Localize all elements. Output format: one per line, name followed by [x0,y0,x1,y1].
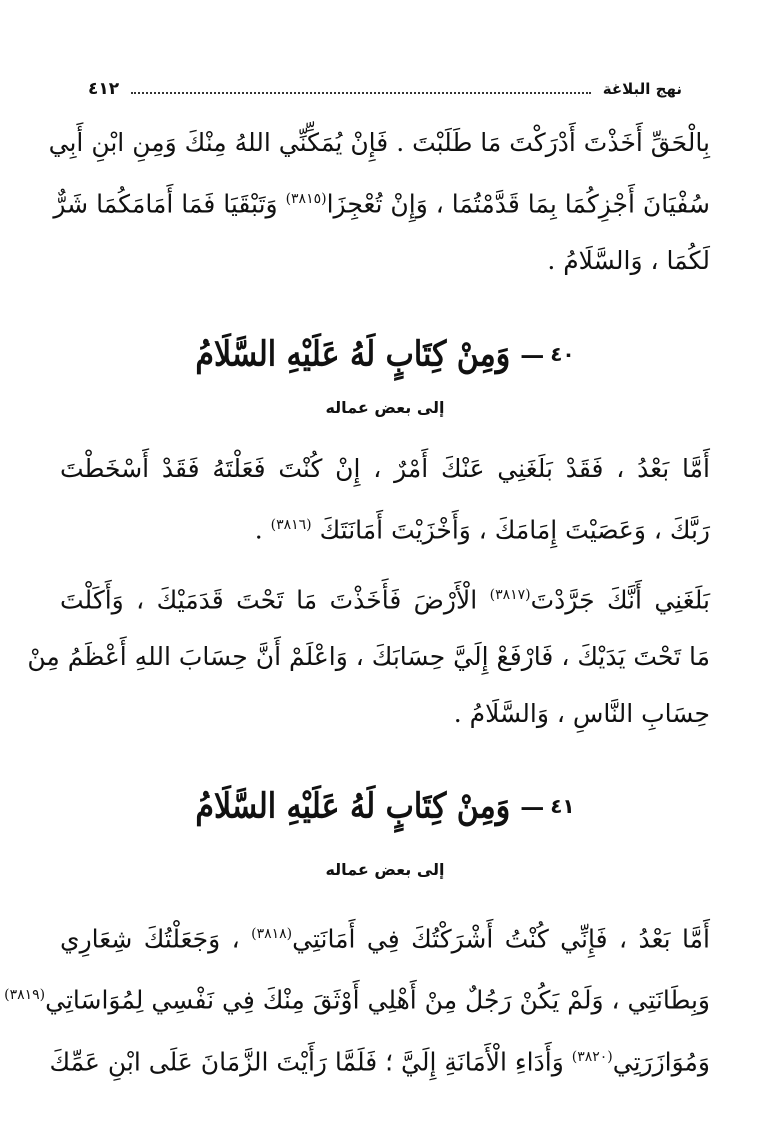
letter-41-heading [0,776,770,836]
footnote-marker: (٣٨١٧) [489,587,531,603]
letter-number: ٤١ [550,794,575,818]
text-line: حِسَابِ النَّاسِ ، وَالسَّلَامُ . [453,699,710,729]
letter-title-calligraphy: وَمِنْ كِتَابٍ لَهُ عَلَيْهِ السَّلَامُ [195,333,511,375]
text-line: بَلَغَنِي أَنَّكَ جَرَّدْتَ$^{(٣٨١٧)}$ الْأَرْضَ فَأَخَذْتَ مَا تَحْتَ قَدَمَيْكَ ، وَأَكَلْتَ [60,585,711,615]
text-line: رَبَّكَ ، وَعَصَيْتَ إِمَامَكَ ، وَأَخْزَيْتَ أَمَانَتَكَ $^{(٣٨١٦)}$ . [254,515,710,545]
letter-41-subtitle: إلى بعض عماله [325,860,445,879]
letter-40-heading [0,324,770,384]
text-line: أَمَّا بَعْدُ ، فَقَدْ بَلَغَنِي عَنْكَ أَمْرٌ ، إِنْ كُنْتَ فَعَلْتَهُ فَقَدْ أَسْخَطْتَ [60,454,710,483]
text-line: وَبِطَانَتِي ، وَلَمْ يَكُنْ رَجُلٌ مِنْ أَهْلِي أَوْثَقَ مِنْكَ فِي نَفْسِي لِمُوَاسَاتِي$^{(٣٨١٩)}$ [4,985,710,1015]
heading-dash: — [520,339,545,369]
footnote-marker: (٣٨٢٠) [571,1048,613,1065]
intro-paragraph [48,114,710,289]
footnote-marker: (٣٨١٥) [285,191,327,207]
text-line: وَمُوَازَرَتِي$^{(٣٨٢٠)}$ وَأَدَاءِ الْأَمَانَةِ إِلَيَّ ؛ فَلَمَّا رَأَيْتَ الزَّمَانَ عَلَى ابْنِ عَمِّكَ [49,1046,710,1076]
letter-40-paragraph-2 [27,567,711,742]
letter-40-paragraph-1 [60,440,710,558]
letter-41-paragraph [4,906,710,1090]
footnote-marker: (٣٨١٨) [251,926,293,942]
header-dotted-rule [131,92,591,94]
text-line: أَمَّا بَعْدُ ، فَإِنِّي كُنْتُ أَشْرَكْتُكَ فِي أَمَانَتِي$^{(٣٨١٨)}$ ، وَجَعَلْتُكَ شِعَارِي [60,924,710,954]
text-line: بِالْحَقِّ أَخَذْتَ أَدْرَكْتَ مَا طَلَبْتَ . فَإِنْ يُمَكِّنِّي اللهُ مِنْكَ وَمِنِ ابْنِ أَبِي [48,128,710,157]
text-line: لَكُمَا ، وَالسَّلَامُ . [547,246,710,276]
book-title: نهج البلاغة [602,80,682,98]
text-line: مَا تَحْتَ يَدَيْكَ ، فَارْفَعْ إِلَيَّ حِسَابَكَ ، وَاعْلَمْ أَنَّ حِسَابَ اللهِ أَعْظَمُ مِنْ [27,642,710,672]
letter-title-calligraphy: وَمِنْ كِتَابٍ لَهُ عَلَيْهِ السَّلَامُ [195,785,511,827]
page-number: ٤١٢ [88,79,120,99]
text-line: سُفْيَانَ أَجْزِكُمَا بِمَا قَدَّمْتُمَا ، وَإِنْ تُعْجِزَا$^{(٣٨١٥)}$ وَتَبْقَيَا فَمَا أَمَامَكُمَا شَرٌّ [53,189,710,219]
heading-dash: — [520,791,545,821]
footnote-marker: (٣٨١٦) [270,517,312,533]
letter-40-subtitle: إلى بعض عماله [325,398,445,417]
letter-number: ٤٠ [550,342,575,366]
footnote-marker: (٣٨١٩) [4,987,46,1004]
page-header [88,74,682,104]
